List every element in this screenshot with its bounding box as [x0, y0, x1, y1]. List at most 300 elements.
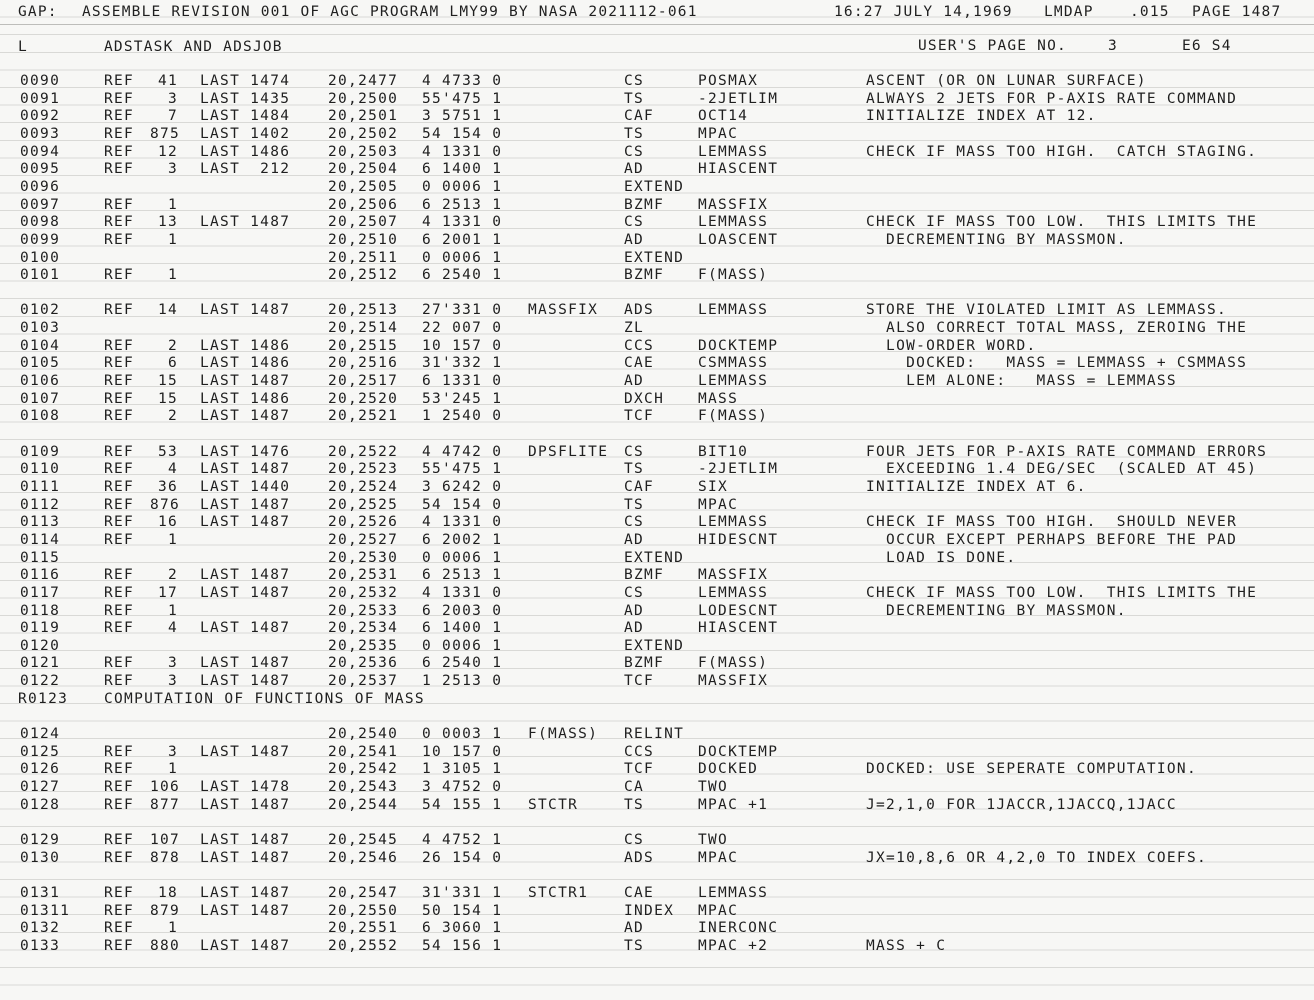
opcode: TS [624, 125, 645, 142]
address: 20,2532 [328, 584, 399, 601]
comment: LOAD IS DONE. [866, 549, 1017, 566]
line-number: 0125 [20, 743, 61, 760]
octal-word: 22 007 0 [422, 320, 503, 337]
address: 20,2545 [328, 831, 399, 848]
octal-word: 4 1331 0 [422, 584, 503, 601]
line-number: 0095 [20, 161, 61, 178]
operand: DOCKED [698, 761, 759, 778]
listing-row [0, 567, 1314, 585]
address: 20,2540 [328, 726, 399, 743]
octal-word: 54 154 0 [422, 125, 503, 142]
last-ref: LAST 1484 [200, 108, 291, 125]
line-number: 0129 [20, 831, 61, 848]
opcode: AD [624, 161, 645, 178]
operand: TWO [698, 779, 729, 795]
comment: DOCKED: MASS = LEMMASS + CSMMASS [866, 355, 1248, 372]
last-ref: LAST 1487 [200, 514, 291, 531]
line-number: 0131 [20, 884, 61, 901]
opcode: CAE [624, 884, 655, 901]
line-number: 0109 [20, 443, 61, 460]
octal-word: 4 4742 0 [422, 443, 503, 460]
ref-count: 36 [157, 478, 178, 495]
listing-row [0, 832, 1314, 850]
address: 20,2531 [328, 567, 399, 584]
opcode: CAF [624, 478, 655, 495]
ref-count: 2 [167, 337, 178, 354]
ref-count: 41 [157, 73, 178, 89]
octal-word: 10 157 0 [422, 337, 503, 354]
ref-count: 879 [150, 902, 181, 919]
opcode: AD [624, 602, 645, 619]
ref-label: REF [104, 902, 135, 919]
ref-count: 16 [157, 514, 178, 531]
last-ref: LAST 1486 [200, 355, 291, 372]
ref-label: REF [104, 125, 135, 142]
line-number: 0093 [20, 125, 61, 142]
ref-count: 875 [150, 125, 181, 142]
operand: DOCKTEMP [698, 337, 779, 354]
line-number: 0127 [20, 779, 61, 795]
opcode: AD [624, 231, 645, 248]
octal-word: 6 2513 1 [422, 196, 503, 213]
opcode: CA [624, 779, 645, 795]
octal-word: 6 2513 1 [422, 567, 503, 584]
octal-word: 26 154 0 [422, 849, 503, 866]
address: 20,2503 [328, 143, 399, 160]
ref-label: REF [104, 567, 135, 584]
address: 20,2506 [328, 196, 399, 213]
listing-row [0, 655, 1314, 673]
line-number: 0108 [20, 408, 61, 425]
address: 20,2525 [328, 496, 399, 513]
comment: CHECK IF MASS TOO HIGH. CATCH STAGING. [866, 143, 1258, 160]
ref-count: 876 [150, 496, 181, 513]
ref-count: 3 [167, 161, 178, 178]
ref-count: 3 [167, 655, 178, 672]
header-program: LMDAP [1044, 4, 1094, 20]
octal-word: 6 3060 1 [422, 920, 503, 937]
listing-row [0, 144, 1314, 162]
comment: FOUR JETS FOR P-AXIS RATE COMMAND ERRORS [866, 443, 1268, 460]
address: 20,2511 [328, 249, 399, 266]
listing-row [0, 302, 1314, 320]
octal-word: 6 2002 1 [422, 531, 503, 548]
line-number: 0124 [20, 726, 61, 743]
users-page-number: 3 [1108, 38, 1118, 54]
operand: LEMMASS [698, 302, 769, 319]
comment: ALWAYS 2 JETS FOR P-AXIS RATE COMMAND [866, 90, 1238, 107]
opcode: BZMF [624, 567, 665, 584]
operand: -2JETLIM [698, 90, 779, 107]
ref-count: 877 [150, 796, 181, 813]
address: 20,2530 [328, 549, 399, 566]
listing-row [0, 779, 1314, 797]
address: 20,2522 [328, 443, 399, 460]
octal-word: 0 0006 1 [422, 249, 503, 266]
listing-row [0, 250, 1314, 268]
last-ref: LAST 1487 [200, 620, 291, 637]
line-number: 0103 [20, 320, 61, 337]
ref-label: REF [104, 655, 135, 672]
ref-count: 880 [150, 937, 181, 954]
ref-label: REF [104, 443, 135, 460]
operand: MPAC [698, 496, 739, 513]
ref-label: REF [104, 531, 135, 548]
line-number: 0090 [20, 73, 61, 89]
listing-row [0, 532, 1314, 550]
blank-row [0, 285, 1314, 303]
line-number: 0091 [20, 90, 61, 107]
ref-count: 17 [157, 584, 178, 601]
ref-label: REF [104, 337, 135, 354]
address: 20,2500 [328, 90, 399, 107]
line-number: 0111 [20, 478, 61, 495]
ref-count: 1 [167, 531, 178, 548]
octal-word: 54 154 0 [422, 496, 503, 513]
operand: MPAC +2 [698, 937, 769, 954]
operand: MPAC [698, 902, 739, 919]
address: 20,2502 [328, 125, 399, 142]
line-number: 0105 [20, 355, 61, 372]
ref-count: 13 [157, 214, 178, 231]
opcode: TS [624, 461, 645, 478]
last-ref: LAST 212 [200, 161, 291, 178]
last-ref: LAST 1402 [200, 125, 291, 142]
address: 20,2550 [328, 902, 399, 919]
comment: DECREMENTING BY MASSMON. [866, 231, 1127, 248]
operand: LEMMASS [698, 373, 769, 390]
ref-label: REF [104, 478, 135, 495]
octal-word: 54 156 1 [422, 937, 503, 954]
last-ref: LAST 1435 [200, 90, 291, 107]
ref-count: 15 [157, 373, 178, 390]
line-number: 0098 [20, 214, 61, 231]
symbol-label: DPSFLITE [528, 443, 609, 460]
ref-label: REF [104, 408, 135, 425]
address: 20,2505 [328, 178, 399, 195]
operand: HIASCENT [698, 620, 779, 637]
line-number: 0106 [20, 373, 61, 390]
opcode: BZMF [624, 655, 665, 672]
ref-label: REF [104, 390, 135, 407]
opcode: CS [624, 514, 645, 531]
last-ref: LAST 1487 [200, 796, 291, 813]
octal-word: 6 2001 1 [422, 231, 503, 248]
last-ref: LAST 1487 [200, 373, 291, 390]
operand: LEMMASS [698, 884, 769, 901]
line-number: 0114 [20, 531, 61, 548]
line-number: 0120 [20, 637, 61, 654]
ref-count: 15 [157, 390, 178, 407]
listing-row [0, 479, 1314, 497]
ref-label: REF [104, 267, 135, 284]
address: 20,2515 [328, 337, 399, 354]
listing-row [0, 885, 1314, 903]
ref-count: 4 [167, 461, 178, 478]
ref-label: REF [104, 461, 135, 478]
comment: ASCENT (OR ON LUNAR SURFACE) [866, 73, 1147, 89]
comment: CHECK IF MASS TOO LOW. THIS LIMITS THE [866, 584, 1258, 601]
symbol-label: STCTR [528, 796, 579, 813]
ref-label: REF [104, 743, 135, 760]
opcode: INDEX [624, 902, 675, 919]
ref-label: REF [104, 920, 135, 937]
last-ref: LAST 1487 [200, 461, 291, 478]
address: 20,2546 [328, 849, 399, 866]
octal-word: 3 6242 0 [422, 478, 503, 495]
listing-row [0, 514, 1314, 532]
comment: DOCKED: USE SEPERATE COMPUTATION. [866, 761, 1197, 778]
listing-row [0, 761, 1314, 779]
octal-word: 6 1400 1 [422, 620, 503, 637]
opcode: CS [624, 443, 645, 460]
comment: LOW-ORDER WORD. [866, 337, 1037, 354]
operand: -2JETLIM [698, 461, 779, 478]
operand: LEMMASS [698, 514, 769, 531]
symbol-label: STCTR1 [528, 884, 589, 901]
last-ref: LAST 1487 [200, 408, 291, 425]
last-ref: LAST 1474 [200, 73, 291, 89]
octal-word: 6 2540 1 [422, 655, 503, 672]
ref-count: 107 [150, 831, 181, 848]
listing-row [0, 214, 1314, 232]
ref-count: 3 [167, 673, 178, 690]
opcode: CS [624, 831, 645, 848]
ref-label: REF [104, 849, 135, 866]
listing-row [0, 126, 1314, 144]
operand: DOCKTEMP [698, 743, 779, 760]
ref-label: REF [104, 496, 135, 513]
ref-count: 106 [150, 779, 181, 795]
address: 20,2521 [328, 408, 399, 425]
last-ref: LAST 1487 [200, 673, 291, 690]
listing-row [0, 603, 1314, 621]
subheader-title: ADSTASK AND ADSJOB [104, 39, 283, 55]
address: 20,2533 [328, 602, 399, 619]
opcode: EXTEND [624, 637, 685, 654]
address: 20,2501 [328, 108, 399, 125]
last-ref: LAST 1487 [200, 831, 291, 848]
opcode: TS [624, 937, 645, 954]
octal-word: 1 2513 0 [422, 673, 503, 690]
operand: MPAC [698, 125, 739, 142]
operand: TWO [698, 831, 729, 848]
section-row [0, 691, 1314, 709]
address: 20,2534 [328, 620, 399, 637]
opcode: DXCH [624, 390, 665, 407]
line-number: 0112 [20, 496, 61, 513]
address: 20,2552 [328, 937, 399, 954]
comment: EXCEEDING 1.4 DEG/SEC (SCALED AT 45) [866, 461, 1258, 478]
ref-label: REF [104, 761, 135, 778]
ref-count: 3 [167, 90, 178, 107]
opcode: CS [624, 73, 645, 89]
line-number: 0117 [20, 584, 61, 601]
address: 20,2513 [328, 302, 399, 319]
line-number: 0130 [20, 849, 61, 866]
opcode: CS [624, 584, 645, 601]
octal-word: 55'475 1 [422, 90, 503, 107]
ref-label: REF [104, 90, 135, 107]
ref-label: REF [104, 73, 135, 89]
octal-word: 31'332 1 [422, 355, 503, 372]
ref-count: 12 [157, 143, 178, 160]
octal-word: 3 4752 0 [422, 779, 503, 795]
octal-word: 6 1400 1 [422, 161, 503, 178]
last-ref: LAST 1487 [200, 567, 291, 584]
ref-count: 14 [157, 302, 178, 319]
ref-label: REF [104, 673, 135, 690]
last-ref: LAST 1486 [200, 337, 291, 354]
header-divider [0, 24, 1314, 25]
octal-word: 6 2003 0 [422, 602, 503, 619]
line-number: 0092 [20, 108, 61, 125]
last-ref: LAST 1487 [200, 743, 291, 760]
line-number: 0096 [20, 178, 61, 195]
listing-row [0, 673, 1314, 691]
last-ref: LAST 1478 [200, 779, 291, 795]
address: 20,2527 [328, 531, 399, 548]
listing-row [0, 267, 1314, 285]
listing-row [0, 232, 1314, 250]
listing-row [0, 408, 1314, 426]
ref-count: 4 [167, 620, 178, 637]
line-number: 0102 [20, 302, 61, 319]
octal-word: 27'331 0 [422, 302, 503, 319]
operand: MASS [698, 390, 739, 407]
opcode: AD [624, 920, 645, 937]
octal-word: 10 157 0 [422, 743, 503, 760]
line-number: 0115 [20, 549, 61, 566]
address: 20,2535 [328, 637, 399, 654]
comment: ALSO CORRECT TOTAL MASS, ZEROING THE [866, 320, 1248, 337]
operand: MPAC +1 [698, 796, 769, 813]
octal-word: 1 3105 1 [422, 761, 503, 778]
line-number: 0104 [20, 337, 61, 354]
ref-label: REF [104, 937, 135, 954]
comment: LEM ALONE: MASS = LEMMASS [866, 373, 1177, 390]
octal-word: 50 154 1 [422, 902, 503, 919]
comment: DECREMENTING BY MASSMON. [866, 602, 1127, 619]
opcode: CCS [624, 743, 655, 760]
listing-row [0, 373, 1314, 391]
ref-label: REF [104, 214, 135, 231]
comment: INITIALIZE INDEX AT 12. [866, 108, 1097, 125]
operand: LODESCNT [698, 602, 779, 619]
ref-label: REF [104, 602, 135, 619]
ref-label: REF [104, 373, 135, 390]
operand: BIT10 [698, 443, 749, 460]
address: 20,2541 [328, 743, 399, 760]
opcode: AD [624, 620, 645, 637]
comment: MASS + C [866, 937, 947, 954]
listing-row [0, 73, 1314, 91]
opcode: CAF [624, 108, 655, 125]
last-ref: LAST 1487 [200, 902, 291, 919]
listing-row [0, 355, 1314, 373]
opcode: TCF [624, 673, 655, 690]
operand: LEMMASS [698, 214, 769, 231]
address: 20,2514 [328, 320, 399, 337]
listing-row [0, 920, 1314, 938]
listing-row [0, 726, 1314, 744]
header-rev: .015 [1130, 4, 1170, 20]
opcode: BZMF [624, 196, 665, 213]
operand: F(MASS) [698, 267, 769, 284]
opcode: TS [624, 496, 645, 513]
line-number: 0116 [20, 567, 61, 584]
ref-count: 18 [157, 884, 178, 901]
address: 20,2516 [328, 355, 399, 372]
operand: INERCONC [698, 920, 779, 937]
comment: J=2,1,0 FOR 1JACCR,1JACCQ,1JACC [866, 796, 1177, 813]
line-number: 0107 [20, 390, 61, 407]
subheader-l: L [18, 39, 28, 55]
address: 20,2520 [328, 390, 399, 407]
ref-count: 1 [167, 602, 178, 619]
last-ref: LAST 1476 [200, 443, 291, 460]
listing-row [0, 744, 1314, 762]
opcode: RELINT [624, 726, 685, 743]
ref-count: 53 [157, 443, 178, 460]
line-number: 0100 [20, 249, 61, 266]
address: 20,2542 [328, 761, 399, 778]
comment: OCCUR EXCEPT PERHAPS BEFORE THE PAD [866, 531, 1238, 548]
address: 20,2551 [328, 920, 399, 937]
line-number: 0099 [20, 231, 61, 248]
operand: MASSFIX [698, 567, 769, 584]
operand: F(MASS) [698, 655, 769, 672]
operand: LEMMASS [698, 584, 769, 601]
address: 20,2510 [328, 231, 399, 248]
ref-count: 1 [167, 231, 178, 248]
symbol-label: MASSFIX [528, 302, 599, 319]
listing-row [0, 620, 1314, 638]
last-ref: LAST 1487 [200, 496, 291, 513]
operand: LOASCENT [698, 231, 779, 248]
opcode: ZL [624, 320, 645, 337]
listing-row [0, 497, 1314, 515]
comment: INITIALIZE INDEX AT 6. [866, 478, 1087, 495]
line-number: 0110 [20, 461, 61, 478]
opcode: CCS [624, 337, 655, 354]
header-page: PAGE 1487 [1192, 4, 1282, 20]
ref-label: REF [104, 108, 135, 125]
line-number: 0122 [20, 673, 61, 690]
section-title: COMPUTATION OF FUNCTIONS OF MASS [104, 690, 425, 707]
line-number: 0101 [20, 267, 61, 284]
blank-row [0, 708, 1314, 726]
last-ref: LAST 1487 [200, 849, 291, 866]
address: 20,2544 [328, 796, 399, 813]
ref-label: REF [104, 796, 135, 813]
line-number: 0094 [20, 143, 61, 160]
opcode: CAE [624, 355, 655, 372]
line-number: 0121 [20, 655, 61, 672]
listing-row [0, 850, 1314, 868]
opcode: AD [624, 531, 645, 548]
octal-word: 4 4733 0 [422, 73, 503, 89]
operand: LEMMASS [698, 143, 769, 160]
symbol-label: F(MASS) [528, 726, 599, 743]
address: 20,2507 [328, 214, 399, 231]
header-gap: GAP: [18, 4, 58, 20]
listing-row [0, 903, 1314, 921]
operand: OCT14 [698, 108, 749, 125]
opcode: BZMF [624, 267, 665, 284]
opcode: ADS [624, 302, 655, 319]
opcode: TS [624, 90, 645, 107]
